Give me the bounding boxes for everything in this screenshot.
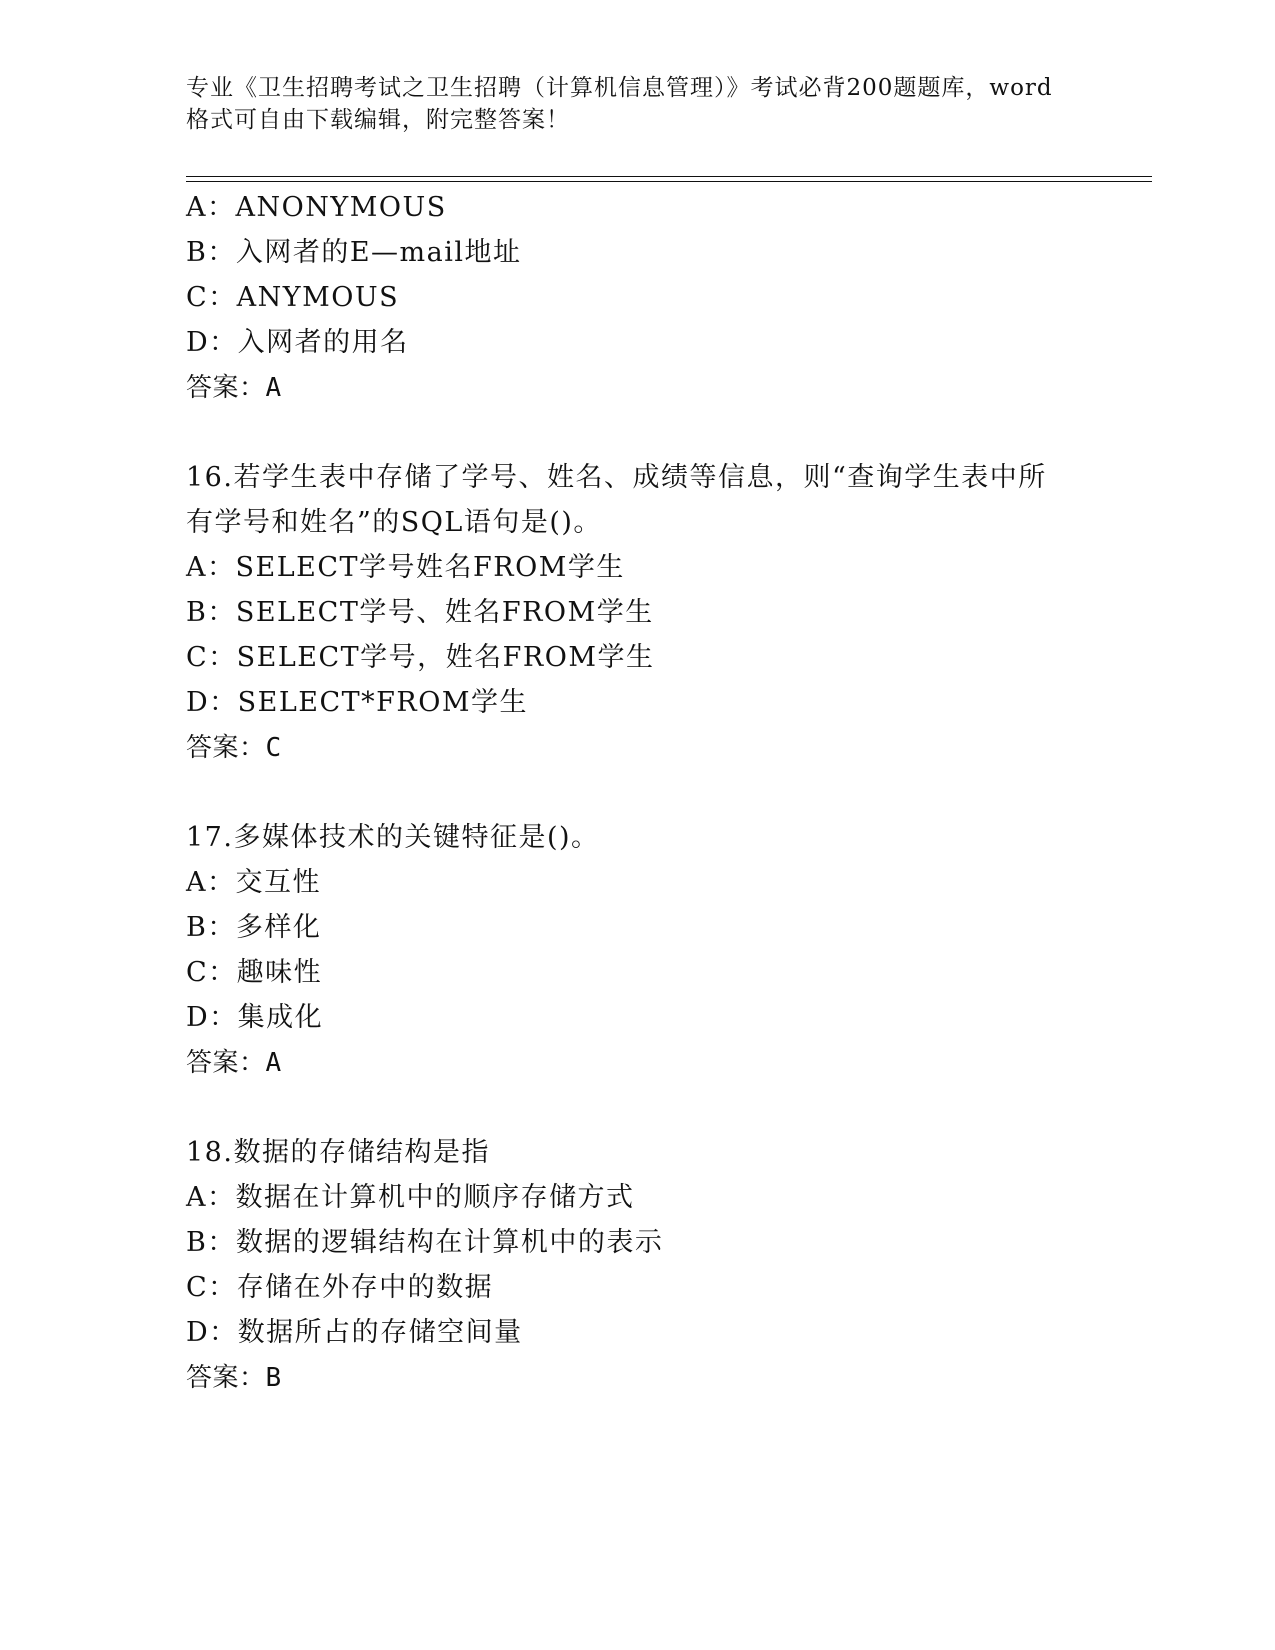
q18-option-c: C：存储在外存中的数据 xyxy=(186,1272,494,1303)
q18-option-b: B：数据的逻辑结构在计算机中的表示 xyxy=(186,1227,664,1258)
header-rule-bottom xyxy=(186,181,1152,182)
q18-option-d: D：数据所占的存储空间量 xyxy=(186,1317,523,1348)
header-rule-top xyxy=(186,176,1152,177)
q17-option-b: B：多样化 xyxy=(186,912,322,943)
header-line-1: 专业《卫生招聘考试之卫生招聘（计算机信息管理）》考试必背200题题库，word xyxy=(186,75,1053,101)
q18-answer: 答案：B xyxy=(186,1363,282,1393)
q16-option-a: A：SELECT学号姓名FROM学生 xyxy=(186,552,625,583)
document-header xyxy=(186,72,1086,136)
q16-option-d: D：SELECT*FROM学生 xyxy=(186,687,529,718)
q16-option-c: C：SELECT学号，姓名FROM学生 xyxy=(186,642,655,673)
q15-option-b: B：入网者的E—mail地址 xyxy=(186,237,522,268)
q17-answer: 答案：A xyxy=(186,1048,282,1078)
q15-option-d: D：入网者的用名 xyxy=(186,327,409,358)
q16-stem-line-2: 有学号和姓名”的SQL语句是()。 xyxy=(186,507,602,538)
q18-stem: 18.数据的存储结构是指 xyxy=(186,1137,490,1168)
q15-option-a: A：ANONYMOUS xyxy=(186,192,447,223)
q18-option-a: A：数据在计算机中的顺序存储方式 xyxy=(186,1182,635,1213)
q16-stem-line-1: 16.若学生表中存储了学号、姓名、成绩等信息，则“查询学生表中所 xyxy=(186,462,1047,493)
q16-answer: 答案：C xyxy=(186,733,282,763)
q17-option-d: D：集成化 xyxy=(186,1002,324,1033)
header-line-2: 格式可自由下载编辑，附完整答案！ xyxy=(186,107,570,133)
q17-stem: 17.多媒体技术的关键特征是()。 xyxy=(186,822,600,853)
q15-option-c: C：ANYMOUS xyxy=(186,282,400,313)
q17-option-c: C：趣味性 xyxy=(186,957,323,988)
q16-option-b: B：SELECT学号、姓名FROM学生 xyxy=(186,597,654,628)
q15-answer: 答案：A xyxy=(186,373,282,403)
q17-option-a: A：交互性 xyxy=(186,867,321,898)
